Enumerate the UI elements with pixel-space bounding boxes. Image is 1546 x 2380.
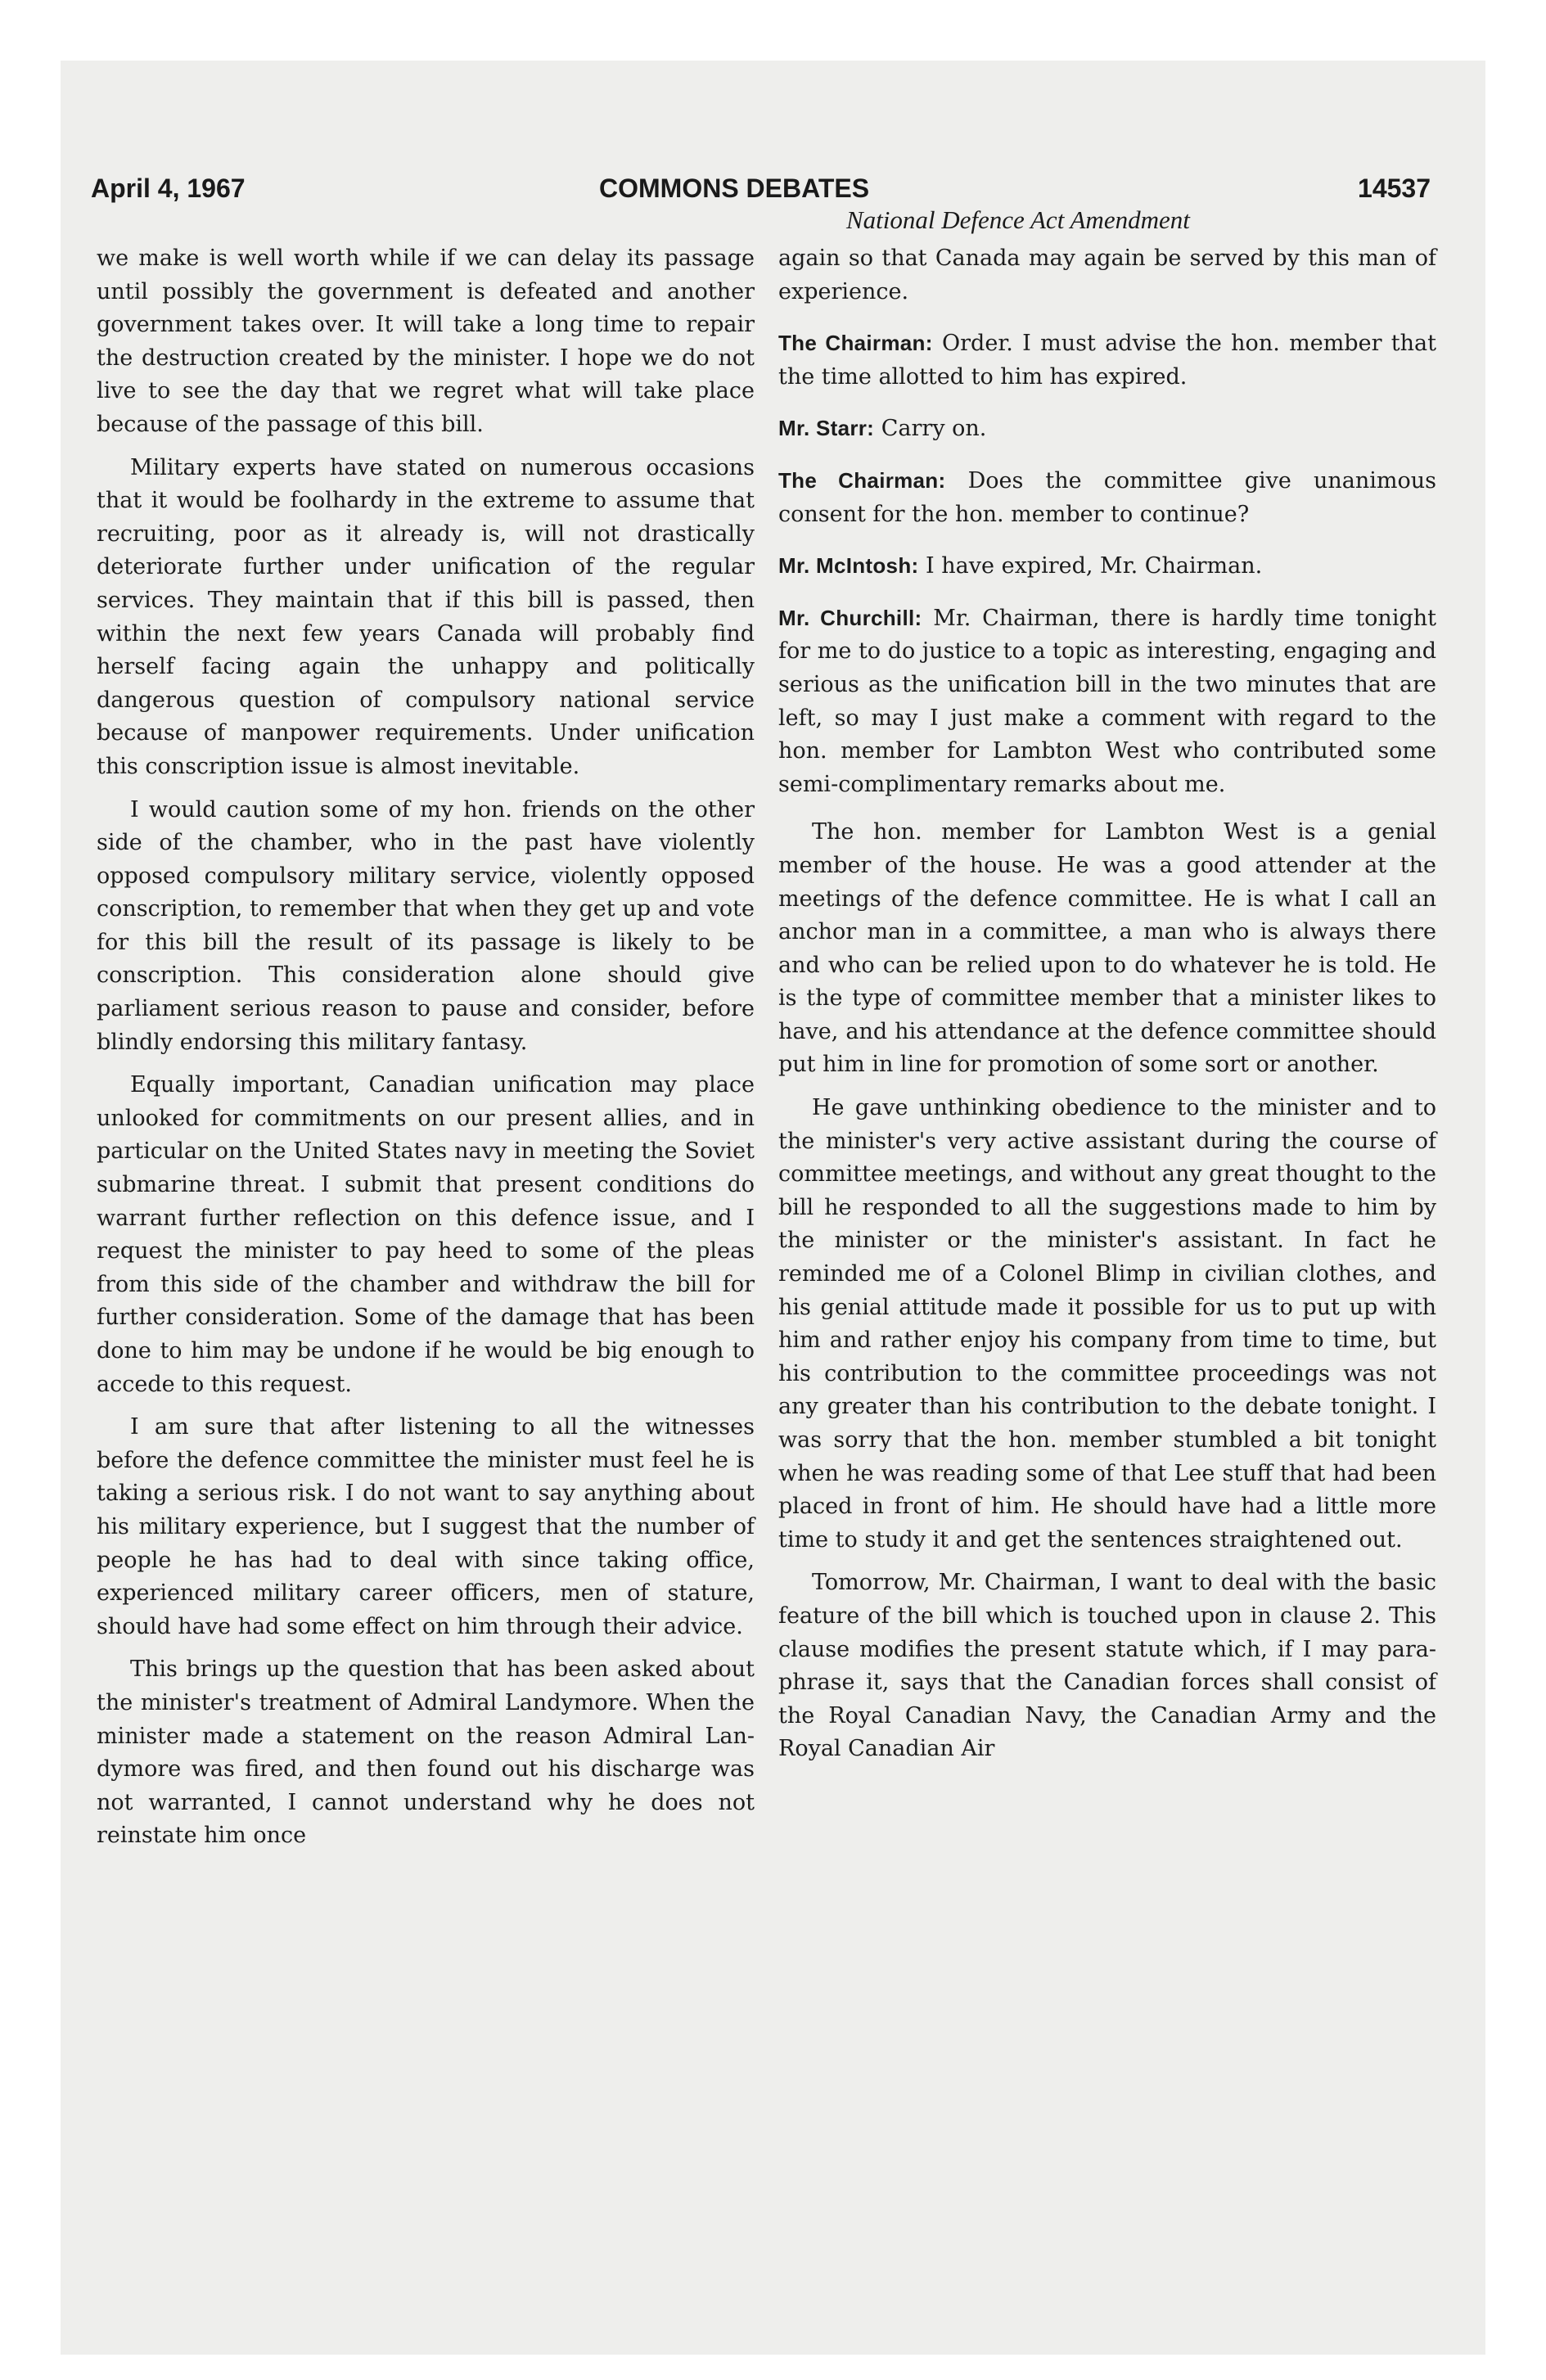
- header-page-number: 14537: [1358, 174, 1431, 203]
- paragraph: Tomorrow, Mr. Chairman, I want to deal with the basic feature of the bill which is touched upon in clause 2. This clause modifies the present statute which, if I may paraphrase it, says that the Canadian forces shall consist of the Royal Canadian Navy, the Canadian Army and the Royal Canadian Air: [778, 1570, 1436, 1762]
- paragraph: This brings up the question that has been asked about the minister's treatment of Admiral Landymore. When the minister made a statement on the reason Admiral Landymore was fired, and then found out his discharge was not warranted, I cannot understand why he does not reinstate him once: [97, 1657, 755, 1849]
- paragraph: He gave unthinking obedience to the minister and to the minister's very active assistant during the course of committee meetings, and without any great thought to the bill he responded to all the suggestions made to him by the minister or the minister's assistant. In fact he reminded me of a Colonel Blimp in civilian clothes, and his genial attitude made it possible for us to put up with him and rather enjoy his company from time to time, but his contribution to the committee proceedings was not any greater than his contribution to the debate tonight. I was sorry that the hon. member stumbled a bit tonight when he was reading some of that Lee stuff that had been placed in front of him. He should have had a little more time to study it and get the sentences straightened out.: [778, 1095, 1436, 1553]
- section-subheading: National Defence Act Amendment: [846, 205, 1190, 234]
- speech-churchill: [778, 602, 1436, 802]
- speaker-name: Mr. Churchill:: [778, 605, 922, 630]
- paragraph: I am sure that after listening to all the witnesses before the defence committee the minister must feel he is taking a serious risk. I do not want to say anything about his military experience, but I suggest that the number of people he has had to deal with since taking office, experienced military career officers, men of stature, should have had some effect on him through their advice.: [97, 1414, 755, 1639]
- speech-text: Mr. Chairman, there is hardly time tonight for me to do justice to a topic as interesting, engaging and serious as the unification bill in the two minutes that are left, so may I just make a comment with regard to the hon. member for Lambton West who contributed some semi-complimentary remarks about me.: [778, 605, 1436, 797]
- speaker-name: Mr. Starr:: [778, 416, 875, 441]
- speech-chairman-1: [778, 327, 1436, 394]
- speaker-name: The Chairman:: [778, 331, 933, 356]
- speaker-name: Mr. McIntosh:: [778, 553, 919, 579]
- paragraph: I would caution some of my hon. friends on the other side of the chamber, who in the past have violently opposed compulsory military service, violently opposed conscription, to remember that when they get up and vote for this bill the result of its passage is likely to be conscription. This consideration alone should give parliament serious reason to pause and consider, before blindly endorsing this military fantasy.: [97, 796, 755, 1055]
- speaker-name: The Chairman:: [778, 467, 946, 493]
- speech-text: Does the committee give unanimous consent for the hon. member to continue?: [778, 467, 1436, 527]
- header-title: COMMONS DEBATES: [599, 174, 870, 203]
- speech-text: Carry on.: [881, 416, 987, 442]
- paragraph: The hon. member for Lambton West is a genial member of the house. He was a good attender at the meetings of the defence committee. He is what I call an anchor man in a committee, a man who is always there and who can be relied upon to do whatever he is told. He is the type of committee member that a minister likes to have, and his attendance at the defence committee should put him in line for promotion of some sort or another.: [778, 819, 1436, 1078]
- left-column: [97, 242, 755, 1863]
- paragraph: we make is well worth while if we can delay its passage until possibly the government is defeated and another government takes over. It will take a long time to repair the destruction created by the minister. I hope we do not live to see the day that we regret what will take place because of the passage of this bill.: [97, 246, 755, 437]
- paragraph: again so that Canada may again be served by this man of experience.: [778, 246, 1436, 304]
- speech-mcintosh: [778, 549, 1436, 584]
- header-date: April 4, 1967: [91, 174, 246, 203]
- speech-text: I have expired, Mr. Chairman.: [926, 553, 1263, 579]
- right-column: [778, 242, 1436, 1776]
- speech-text: Order. I must advise the hon. member that the time allotted to him has expired.: [778, 331, 1436, 390]
- paragraph: Equally important, Canadian unification may place unlooked for commitments on our present allies, and in particular on the United States navy in meeting the Soviet submarine threat. I submit that present conditions do warrant further reflection on this defence issue, and I request the minister to pay heed to some of the pleas from this side of the chamber and withdraw the bill for further consideration. Some of the damage that has been done to him may be undone if he would be big enough to accede to this request.: [97, 1072, 755, 1397]
- paragraph: Military experts have stated on numerous occasions that it would be foolhardy in the extreme to assume that recruiting, poor as it already is, will not drastically deteriorate further under unification of the regular services. They maintain that if this bill is passed, then within the next few years Canada will probably find herself facing again the unhappy and politically dangerous question of compulsory national service because of manpower requirements. Under unification this conscription issue is almost inevitable.: [97, 454, 755, 779]
- speech-chairman-2: [778, 464, 1436, 531]
- speech-starr: [778, 412, 1436, 446]
- document-page: [61, 61, 1485, 2355]
